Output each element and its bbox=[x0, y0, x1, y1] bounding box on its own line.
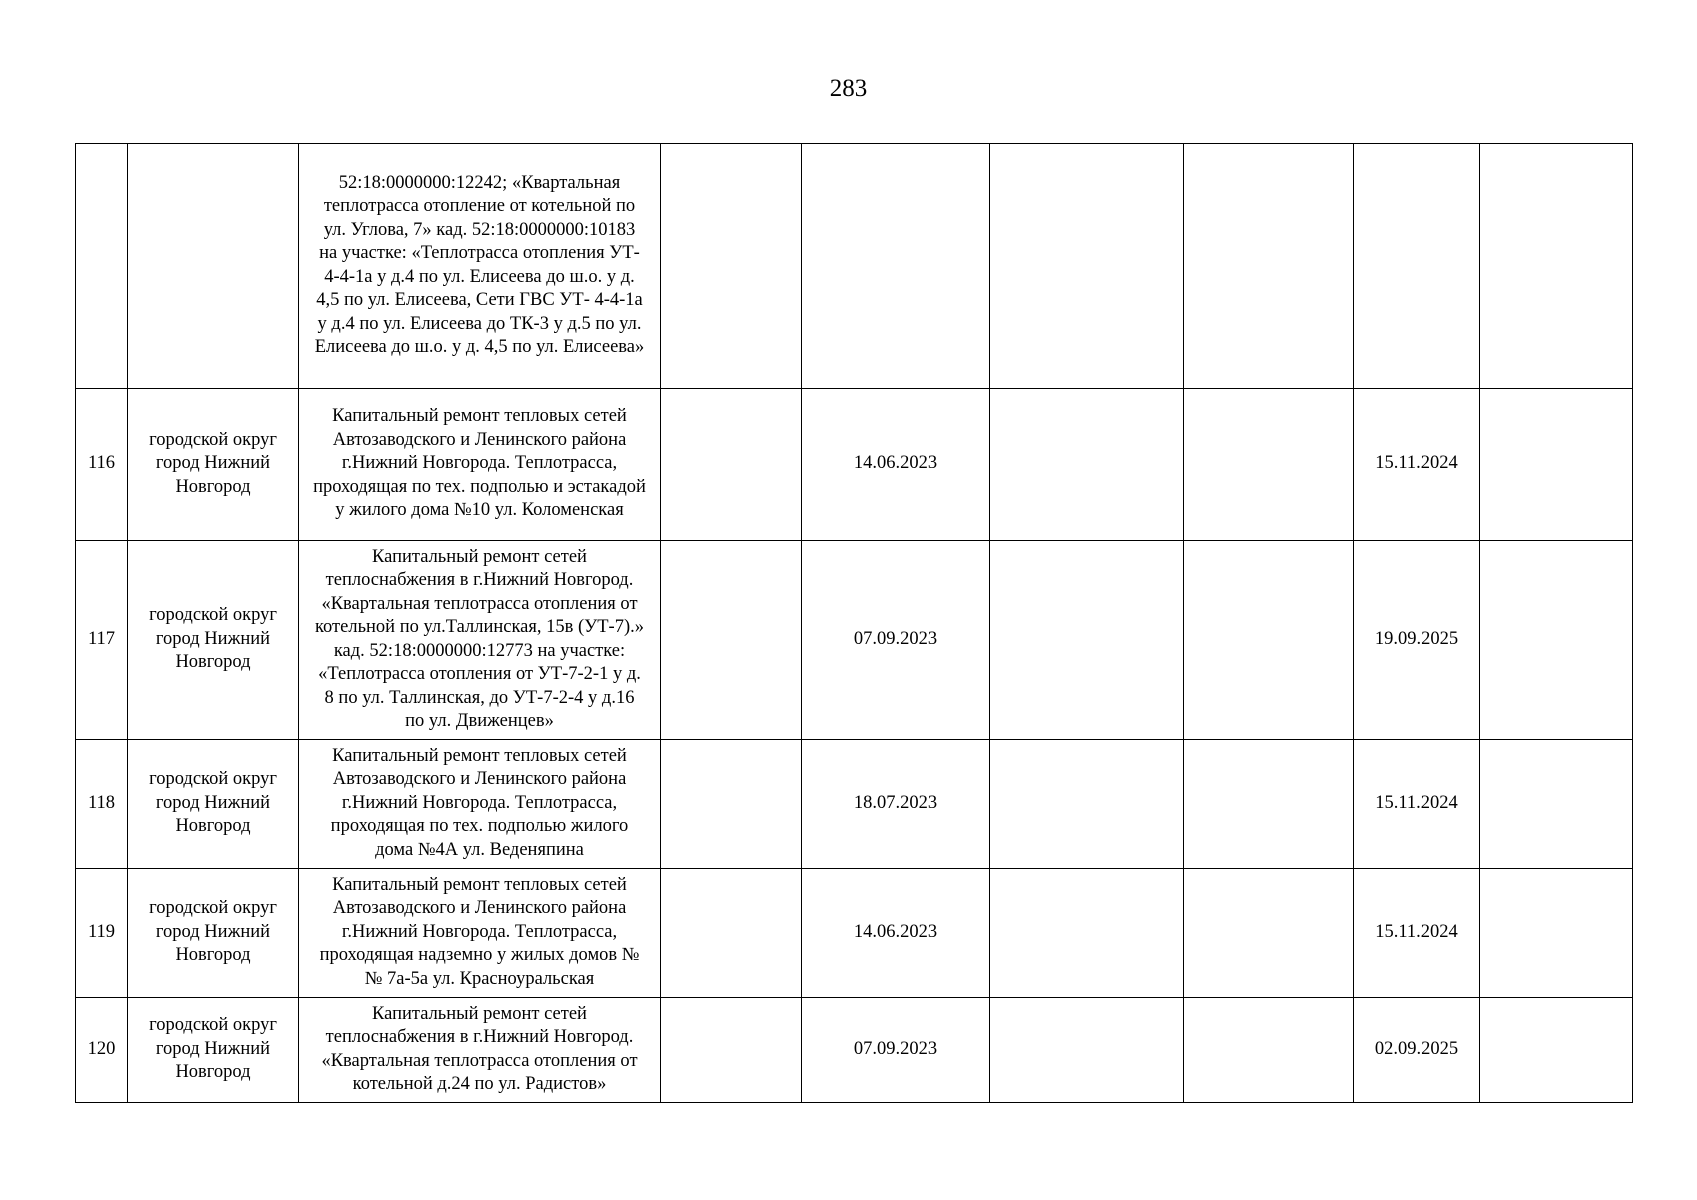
description-cell: Капитальный ремонт сетей теплоснабжения в г.Нижний Новгород. «Квартальная теплотрасса отопления от котельной д.24 по ул. Радистов» bbox=[299, 998, 661, 1103]
row-number-cell bbox=[76, 144, 128, 389]
empty-cell-9 bbox=[1480, 740, 1633, 869]
table-row-119 bbox=[76, 869, 1633, 998]
municipality-cell: городской округ город Нижний Новгород bbox=[128, 389, 299, 541]
end-date-cell: 15.11.2024 bbox=[1354, 389, 1480, 541]
row-number-cell: 117 bbox=[76, 541, 128, 740]
description-cell: Капитальный ремонт тепловых сетей Автозаводского и Ленинского района г.Нижний Новгорода. Теплотрасса, проходящая надземно у жилых домов №№ 7а-5а ул. Красноуральская bbox=[299, 869, 661, 998]
description-cell: 52:18:0000000:12242; «Квартальная теплотрасса отопление от котельной по ул. Углова, 7» кад. 52:18:0000000:10183 на участке: «Теплотрасса отопления УТ- 4-4-1а у д.4 по ул. Елисеева до ш.о. у д. 4,5 по ул. Елисеева, Сети ГВС УТ- 4-4-1а у д.4 по ул. Елисеева до ТК-3 у д.5 по ул. Елисеева до ш.о. у д. 4,5 по ул. Елисеева» bbox=[299, 144, 661, 389]
start-date-cell: 18.07.2023 bbox=[802, 740, 990, 869]
start-date-cell bbox=[802, 144, 990, 389]
description-cell: Капитальный ремонт тепловых сетей Автозаводского и Ленинского района г.Нижний Новгорода. Теплотрасса, проходящая по тех. подполью жилого дома №4А ул. Веденяпина bbox=[299, 740, 661, 869]
empty-cell-6 bbox=[990, 144, 1184, 389]
table-row-116 bbox=[76, 389, 1633, 541]
table-row-120 bbox=[76, 998, 1633, 1103]
empty-cell-4 bbox=[661, 740, 802, 869]
empty-cell-4 bbox=[661, 869, 802, 998]
end-date-cell: 02.09.2025 bbox=[1354, 998, 1480, 1103]
empty-cell-9 bbox=[1480, 541, 1633, 740]
start-date-cell: 14.06.2023 bbox=[802, 869, 990, 998]
end-date-cell bbox=[1354, 144, 1480, 389]
end-date-cell: 19.09.2025 bbox=[1354, 541, 1480, 740]
row-number-cell: 119 bbox=[76, 869, 128, 998]
table-row-118 bbox=[76, 740, 1633, 869]
municipality-cell: городской округ город Нижний Новгород bbox=[128, 998, 299, 1103]
empty-cell-4 bbox=[661, 541, 802, 740]
page-number: 283 bbox=[829, 75, 868, 102]
empty-cell-9 bbox=[1480, 869, 1633, 998]
start-date-cell: 07.09.2023 bbox=[802, 998, 990, 1103]
table-row-117 bbox=[76, 541, 1633, 740]
municipality-cell: городской округ город Нижний Новгород bbox=[128, 740, 299, 869]
row-number-cell: 118 bbox=[76, 740, 128, 869]
description-cell: Капитальный ремонт сетей теплоснабжения в г.Нижний Новгород. «Квартальная теплотрасса отопления от котельной по ул.Таллинская, 15в (УТ-7).» кад. 52:18:0000000:12773 на участке: «Теплотрасса отопления от УТ-7-2-1 у д. 8 по ул. Таллинская, до УТ-7-2-4 у д.16 по ул. Движенцев» bbox=[299, 541, 661, 740]
start-date-cell: 14.06.2023 bbox=[802, 389, 990, 541]
municipality-cell: городской округ город Нижний Новгород bbox=[128, 541, 299, 740]
empty-cell-7 bbox=[1184, 740, 1354, 869]
municipality-cell: городской округ город Нижний Новгород bbox=[128, 869, 299, 998]
empty-cell-4 bbox=[661, 998, 802, 1103]
municipality-cell bbox=[128, 144, 299, 389]
empty-cell-9 bbox=[1480, 389, 1633, 541]
empty-cell-4 bbox=[661, 389, 802, 541]
empty-cell-7 bbox=[1184, 144, 1354, 389]
row-number-cell: 116 bbox=[76, 389, 128, 541]
empty-cell-6 bbox=[990, 869, 1184, 998]
row-number-cell: 120 bbox=[76, 998, 128, 1103]
empty-cell-6 bbox=[990, 998, 1184, 1103]
end-date-cell: 15.11.2024 bbox=[1354, 869, 1480, 998]
empty-cell-7 bbox=[1184, 389, 1354, 541]
empty-cell-6 bbox=[990, 541, 1184, 740]
empty-cell-9 bbox=[1480, 998, 1633, 1103]
empty-cell-7 bbox=[1184, 869, 1354, 998]
description-cell: Капитальный ремонт тепловых сетей Автозаводского и Ленинского района г.Нижний Новгорода. Теплотрасса, проходящая по тех. подполью и эстакадой у жилого дома №10 ул. Коломенская bbox=[299, 389, 661, 541]
repair-schedule-table bbox=[75, 143, 1633, 1103]
empty-cell-6 bbox=[990, 740, 1184, 869]
end-date-cell: 15.11.2024 bbox=[1354, 740, 1480, 869]
empty-cell-9 bbox=[1480, 144, 1633, 389]
empty-cell-7 bbox=[1184, 998, 1354, 1103]
start-date-cell: 07.09.2023 bbox=[802, 541, 990, 740]
empty-cell-7 bbox=[1184, 541, 1354, 740]
empty-cell-6 bbox=[990, 389, 1184, 541]
table-row-continuation bbox=[76, 144, 1633, 389]
empty-cell-4 bbox=[661, 144, 802, 389]
